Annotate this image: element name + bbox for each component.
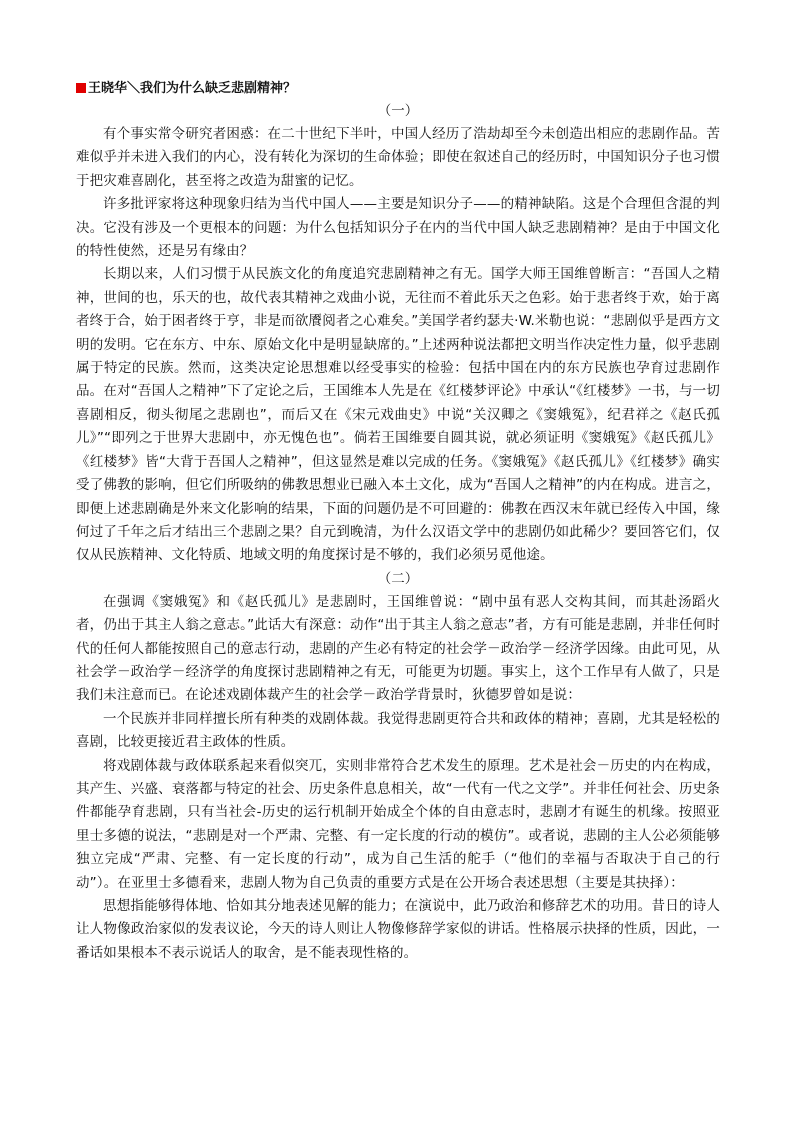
article-title: [76, 80, 720, 98]
paragraph: 长期以来，人们习惯于从民族文化的角度追究悲剧精神之有无。国学大师王国维曾断言：“吾国人之精神，世间的也，乐天的也，故代表其精神之戏曲小说，无往而不着此乐天之色彩。始于悲者终于欢，始于离者终于合，始于困者终于亨，非是而欲餍阅者之心难矣。”美国学者约瑟夫·W.米勒也说：“悲剧似乎是西方文明的发明。它在东方、中东、原始文化中是明显缺席的。”上述两种说法都把文明当作决定性力量，似乎悲剧属于特定的民族。然而，这类决定论思想难以经受事实的检验：包括中国在内的东方民族也孕育过悲剧作品。在对“吾国人之精神”下了定论之后，王国维本人先是在《红楼梦评论》中承认“《红楼梦》一书，与一切喜剧相反，彻头彻尾之悲剧也”，而后又在《宋元戏曲史》中说“关汉卿之《窦娥冤》，纪君祥之《赵氏孤儿》”“即列之于世界大悲剧中，亦无愧色也”。倘若王国维要自圆其说，就必须证明《窦娥冤》《赵氏孤儿》《红楼梦》皆“大背于吾国人之精神”，但这显然是难以完成的任务。《窦娥冤》《赵氏孤儿》《红楼梦》确实受了佛教的影响，但它们所吸纳的佛教思想业已融入本土文化，成为“吾国人之精神”的内在构成。进言之，即便上述悲剧确是外来文化影响的结果，下面的问题仍是不可回避的：佛教在西汉末年就已经传入中国，缘何过了千年之后才结出三个悲剧之果？自元到晚清，为什么汉语文学中的悲剧仍如此稀少？要回答它们，仅仅从民族精神、文化特质、地域文明的角度探讨是不够的，我们必须另觅他途。: [76, 266, 720, 564]
paragraph: 许多批评家将这种现象归结为当代中国人——主要是知识分子——的精神缺陷。这是个合理但含混的判决。它没有涉及一个更根本的问题：为什么包括知识分子在内的当代中国人缺乏悲剧精神？是由于中国文化的特性使然，还是另有缘由？: [76, 196, 720, 260]
section-heading: （一）: [377, 103, 419, 119]
article-title-text: 王晓华＼我们为什么缺乏悲剧精神？: [88, 81, 297, 96]
paragraph: 将戏剧体裁与政体联系起来看似突兀，实则非常符合艺术发生的原理。艺术是社会－历史的内在构成，其产生、兴盛、衰落都与特定的社会、历史条件息息相关，故“一代有一代之文学”。并非任何社会、历史条件都能孕育悲剧，只有当社会-历史的运行机制开始成全个体的自由意志时，悲剧才有诞生的机缘。按照亚里士多德的说法，“悲剧是对一个严肃、完整、有一定长度的行动的模仿”。或者说，悲剧的主人公必须能够独立完成“严肃、完整、有一定长度的行动”，成为自己生活的舵手（“他们的幸福与否取决于自己的行动”）。在亚里士多德看来，悲剧人物为自己负责的重要方式是在公开场合表述思想（主要是其抉择）：: [76, 757, 720, 891]
paragraph: 在强调《窦娥冤》和《赵氏孤儿》是悲剧时，王国维曾说：“剧中虽有恶人交构其间，而其赴汤蹈火者，仍出于其主人翁之意志。”此话大有深意：动作“出于其主人翁之意志”者，方有可能是悲剧，并非任何时代的任何人都能按照自己的意志行动，悲剧的产生必有特定的社会学－政治学－经济学因缘。由此可见，从社会学－政治学－经济学的角度探讨悲剧精神之有无，可能更为切题。事实上，这个工作早有人做了，只是我们未注意而已。在论述戏剧体裁产生的社会学－政治学背景时，狄德罗曾如是说：: [76, 593, 720, 704]
block-quote: 思想指能够得体地、恰如其分地表述见解的能力；在演说中，此乃政治和修辞艺术的功用。昔日的诗人让人物像政治家似的发表议论，今天的诗人则让人物像修辞学家似的讲话。性格展示抉择的性质，因此，一番话如果根本不表示说话人的取舍，是不能表现性格的。: [76, 898, 720, 961]
article-body: [76, 80, 720, 965]
section-2: [76, 568, 720, 966]
section-heading: （二）: [377, 570, 419, 587]
paragraph: 有个事实常令研究者困惑：在二十世纪下半叶，中国人经历了浩劫却至今未创造出相应的悲剧作品。苦难似乎并未进入我们的内心，没有转化为深切的生命体验；即使在叙述自己的经历时，中国知识分子也习惯于把灾难喜剧化，甚至将之改造为甜蜜的记忆。: [76, 126, 720, 189]
block-quote: 一个民族并非同样擅长所有种类的戏剧体裁。我觉得悲剧更符合共和政体的精神；喜剧，尤其是轻松的喜剧，比较更接近君主政体的性质。: [76, 710, 720, 751]
section-1: [76, 100, 720, 568]
square-bullet-icon: [76, 83, 86, 93]
